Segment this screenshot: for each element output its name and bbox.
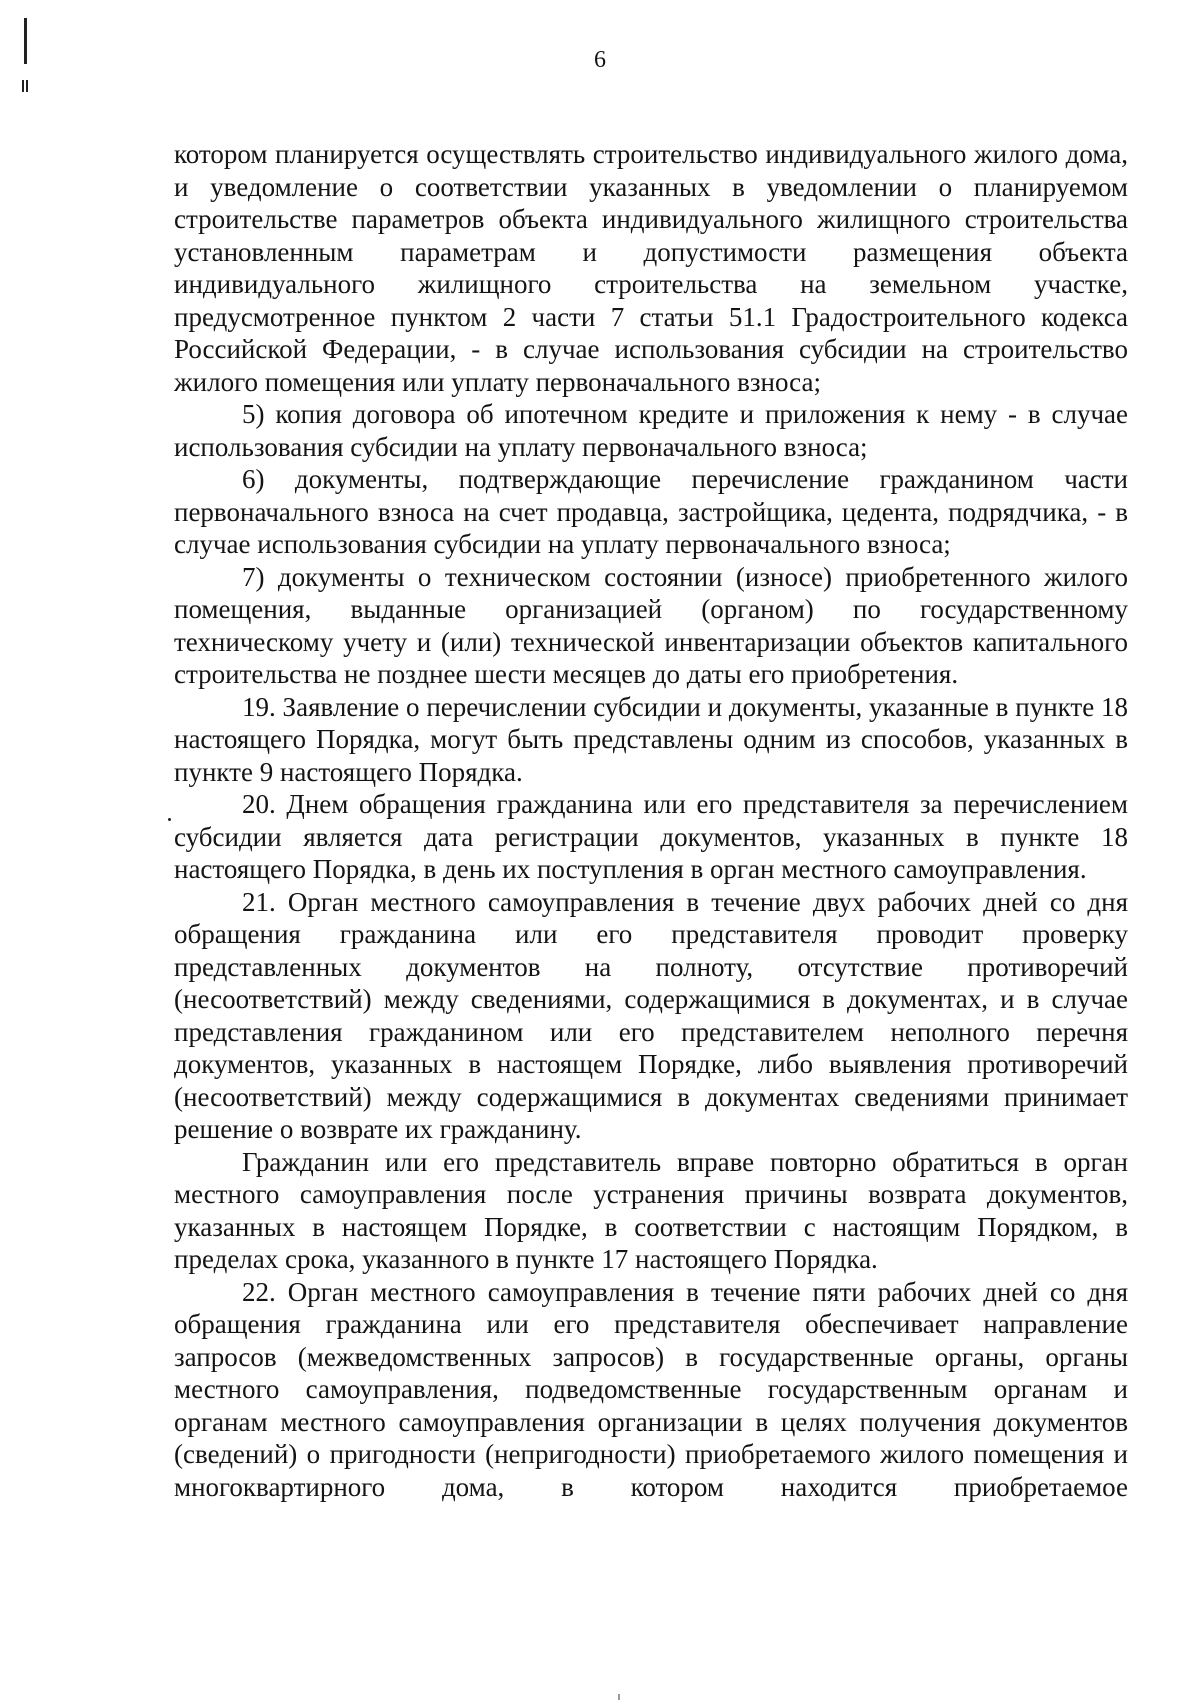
paragraph-item-5: 5) копия договора об ипотечном кредите и приложения к нему - в случае использования субсидии на уплату первоначального взноса; (174, 399, 1128, 462)
scan-artifact (168, 818, 171, 821)
scan-artifact (22, 80, 24, 92)
paragraph-item-7: 7) документы о техническом состоянии (износе) приобретенного жилого помещения, выданные организацией (органом) по государственному техническому учету и (или) технической инвентаризации объектов капитального строительства не позднее шести месяцев до даты его приобретения. (174, 561, 1128, 689)
page-number: 6 (594, 47, 606, 73)
paragraph-clause-21: 21. Орган местного самоуправления в течение двух рабочих дней со дня обращения гражданина или его представителя проводит проверку представленных документов на полноту, отсутствие противоречий (несоответствий) между сведениями, содержащимися в документах, и в случае представления гражданином или его представителем неполного перечня документов, указанных в настоящем Порядке, либо выявления противоречий (несоответствий) между содержащимися в документах сведениями принимает решение о возврате их гражданину. (174, 886, 1128, 1144)
paragraph-clause-21-second: Гражданин или его представитель вправе повторно обратиться в орган местного самоуправления после устранения причины возврата документов, указанных в настоящем Порядке, в соответствии с настоящим Порядком, в пределах срока, указанного в пункте 17 настоящего Порядка. (174, 1146, 1128, 1274)
paragraph-continuation: котором планируется осуществлять строительство индивидуального жилого дома, и уведомление о соответствии указанных в уведомлении о планируемом строительстве параметров объекта индивидуального жилищного строительства установленным параметрам и допустимости размещения объекта индивидуального жилищного строительства на земельном участке, предусмотренное пунктом 2 части 7 статьи 51.1 Градостроительного кодекса Российской Федерации, - в случае использования субсидии на строительство жилого помещения или уплату первоначального взноса; (174, 139, 1128, 397)
scan-artifact (26, 80, 28, 92)
paragraph-clause-22: 22. Орган местного самоуправления в течение пяти рабочих дней со дня обращения гражданина или его представителя обеспечивает направление запросов (межведомственных запросов) в государственные органы, органы местного самоуправления, подведомственные государственным органам и органам местного самоуправления организации в целях получения документов (сведений) о пригодности (непригодности) приобретаемого жилого помещения и многоквартирного дома, в котором находится приобретаемое (174, 1276, 1128, 1502)
paragraph-clause-19: 19. Заявление о перечислении субсидии и документы, указанные в пункте 18 настоящего Порядка, могут быть представлены одним из способов, указанных в пункте 9 настоящего Порядка. (174, 691, 1128, 787)
document-body (174, 138, 1128, 1503)
paragraph-item-6: 6) документы, подтверждающие перечисление гражданином части первоначального взноса на счет продавца, застройщика, цедента, подрядчика, - в случае использования субсидии на уплату первоначального взноса; (174, 464, 1128, 559)
paragraph-clause-20: 20. Днем обращения гражданина или его представителя за перечислением субсидии является дата регистрации документов, указанных в пункте 18 настоящего Порядка, в день их поступления в орган местного самоуправления. (174, 789, 1128, 884)
scan-artifact (618, 1694, 620, 1700)
